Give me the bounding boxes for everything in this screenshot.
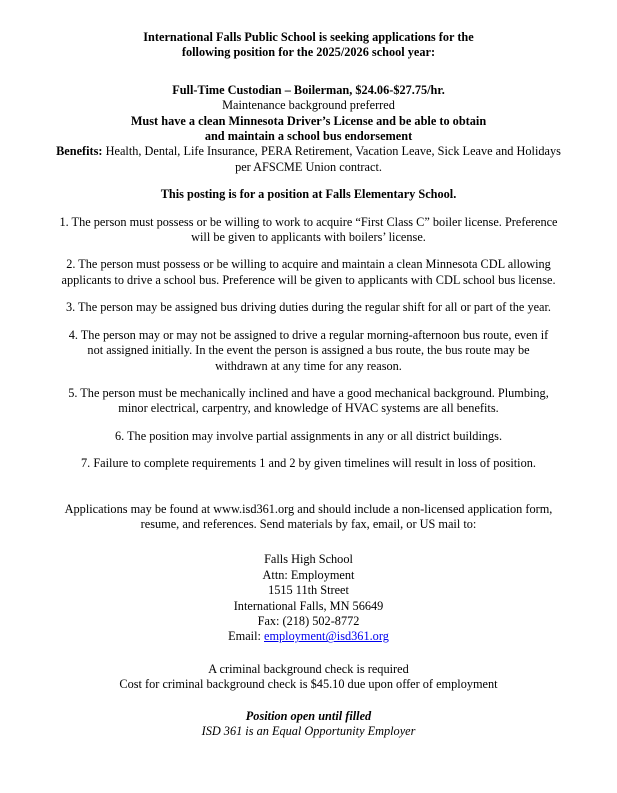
header-line-1: International Falls Public School is seeking applications for the (143, 30, 474, 44)
requirement-item (14, 456, 603, 471)
requirement-item (14, 386, 603, 417)
address-street: 1515 11th Street (268, 583, 349, 598)
benefits-text: Health, Dental, Life Insurance, PERA Retirement, Vacation Leave, Sick Leave and Holidays (102, 144, 561, 159)
requirement-line: applicants to drive a school bus. Preference will be given to applicants with CDL school bus license. (61, 272, 556, 287)
license-requirement-line-1: Must have a clean Minnesota Driver’s License and be able to obtain (130, 113, 487, 128)
email-link[interactable]: employment@isd361.org (264, 629, 389, 644)
address-city: International Falls, MN 56649 (233, 598, 384, 613)
requirement-item (14, 215, 603, 246)
position-details (14, 83, 603, 175)
requirement-line: 4. The person may or may not be assigned to drive a regular morning-afternoon bus route, even if (68, 327, 549, 342)
requirements-list (14, 215, 603, 472)
address-fax: Fax: (218) 502-8772 (257, 613, 360, 628)
applications-line-1: Applications may be found at www.isd361.org and should include a non-licensed application form, (64, 501, 553, 516)
background-check-line-2: Cost for criminal background check is $45.10 due upon offer of employment (119, 677, 498, 692)
preferred-background: Maintenance background preferred (222, 98, 395, 113)
background-check-info (14, 662, 603, 693)
requirement-item (14, 328, 603, 374)
benefits-line-1 (14, 144, 603, 159)
address-school: Falls High School (264, 552, 353, 567)
mailing-address (14, 552, 603, 644)
posting-header (14, 30, 603, 61)
position-open-note: Position open until filled (245, 708, 372, 723)
background-check-line-1: A criminal background check is required (208, 661, 409, 676)
posting-location-note: This posting is for a position at Falls Elementary School. (160, 187, 457, 202)
requirement-line: 3. The person may be assigned bus driving duties during the regular shift for all or part of the year. (65, 300, 552, 315)
requirement-line: 1. The person must possess or be willing to work to acquire “First Class C” boiler license. Preference (59, 214, 558, 229)
license-requirement-line-2: and maintain a school bus endorsement (204, 129, 413, 144)
requirement-item (14, 300, 603, 315)
requirement-line: withdrawn at any time for any reason. (215, 358, 402, 373)
requirement-line: minor electrical, carpentry, and knowledge of HVAC systems are all benefits. (118, 401, 499, 416)
posting-footer (14, 709, 603, 740)
email-label: Email: (228, 629, 264, 644)
requirement-line: 6. The position may involve partial assignments in any or all district buildings. (114, 428, 503, 443)
benefits-line-2: per AFSCME Union contract. (235, 159, 382, 174)
position-title: Full-Time Custodian – Boilerman, $24.06-$27.75/hr. (172, 82, 445, 97)
requirement-line: will be given to applicants with boilers’ license. (191, 230, 426, 245)
address-email-line (14, 629, 603, 644)
address-attn: Attn: Employment (262, 567, 355, 582)
requirement-line: 2. The person must possess or be willing to acquire and maintain a clean Minnesota CDL allowing (66, 257, 551, 272)
benefits-label: Benefits: (56, 144, 103, 159)
header-line-2: following position for the 2025/2026 school year: (181, 45, 436, 60)
requirement-line: 7. Failure to complete requirements 1 and 2 by given timelines will result in loss of position. (81, 456, 536, 471)
requirement-item (14, 257, 603, 288)
requirement-line: not assigned initially. In the event the person is assigned a bus route, the bus route may be (87, 343, 530, 358)
requirement-line: 5. The person must be mechanically inclined and have a good mechanical background. Plumbing, (68, 385, 549, 400)
requirement-item (14, 429, 603, 444)
applications-info (14, 502, 603, 533)
applications-line-2: resume, and references. Send materials by fax, email, or US mail to: (140, 516, 477, 531)
equal-opportunity-note: ISD 361 is an Equal Opportunity Employer (201, 724, 416, 738)
